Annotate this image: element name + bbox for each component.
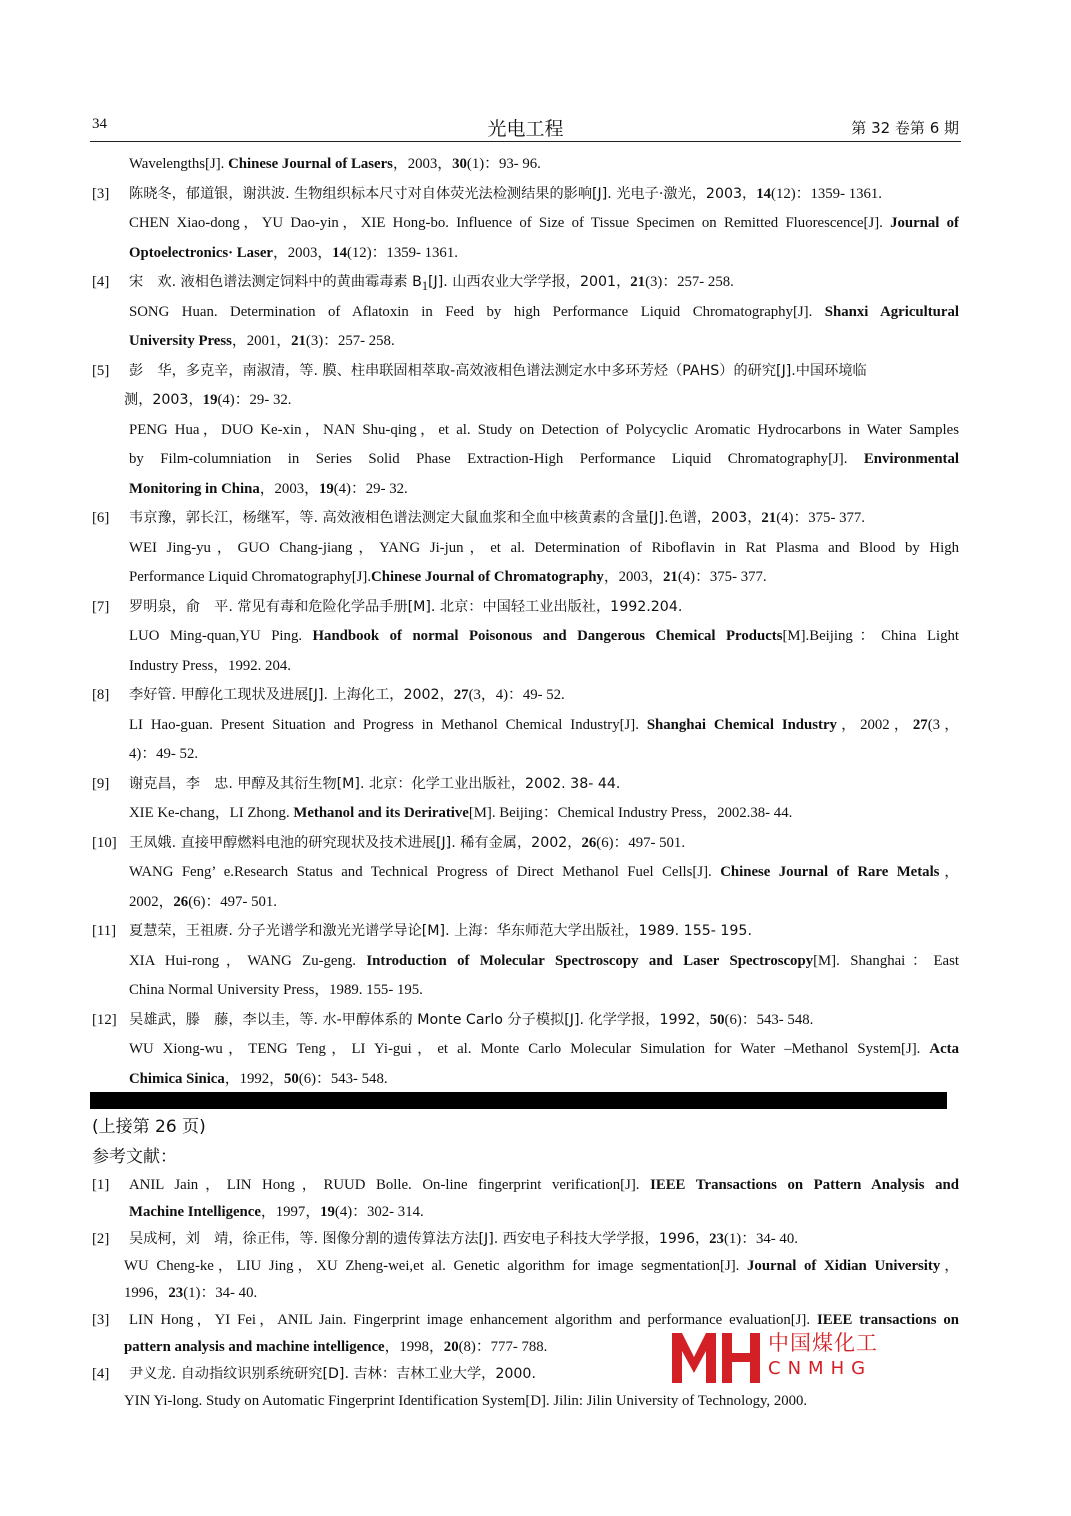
separator-bar	[90, 1092, 947, 1109]
mh-logo-icon	[668, 1325, 764, 1385]
logo-en-text: CNMHG	[768, 1358, 873, 1379]
bottom-reference-3: [3] LIN Hong，YI Fei，ANIL Jain. Fingerprint image enhancement algorithm and performance evaluation[J]. IEEE transactions on pattern analysis and machine intelligence，1998，20(8)：777- 788.	[92, 1312, 959, 1355]
reference-6: [6] 韦京豫，郭长江，杨继军，等. 高效液相色谱法测定大鼠血浆和全血中核黄素的含量[J].色谱，2003，21(4)：375- 377. WEI Jing-yu，GUO Chang-jiang，YANG Ji-jun，et al. Determination of Riboflavin in Rat Plasma and Blood by High Performance Liquid Chromatography[J].Chinese Journal of Chromatography，2003，21(4)：375- 377.	[92, 510, 959, 585]
page-header	[90, 115, 961, 142]
continued-note: (上接第 26 页)	[92, 1117, 206, 1137]
watermark-logo	[668, 1325, 878, 1385]
logo-cn-text: 中国煤化工	[768, 1331, 878, 1355]
reference-5: [5] 彭 华，多克辛，南淑清，等. 膜、柱串联固相萃取-高效液相色谱法测定水中多环芳烃（PAHS）的研究[J].中国环境临 测，2003，19(4)：29- 32. PENG Hua，DUO Ke-xin，NAN Shu-qing，et al. Study on Detection of Polycyclic Aromatic Hydrocarbons in Water Samples by Film-columniation in Series Solid Phase Extraction-High Performance Liquid Chromatography[J]. Environmental Monitoring in China，2003，19(4)：29- 32.	[92, 362, 959, 497]
page-number: 34	[92, 116, 107, 132]
reference-4: [4] 宋 欢. 液相色谱法测定饲料中的黄曲霉毒素 $B_1[J]$. 山西农业大学学报，2001，21(3)：257- 258. SONG Huan. Determination of Aflatoxin in Feed by high Performance Liquid Chromatography[J]. Shanxi Agricultural University Press，2001，21(3)：257- 258.	[92, 274, 959, 349]
reference-8: [8] 李好管. 甲醇化工现状及进展[J]. 上海化工，2002，27(3，4)：49- 52. LI Hao-guan. Present Situation and Progress in Methanol Chemical Industry[J]. Shanghai Chemical Industry，2002，27(3， 4)：49- 52.	[92, 687, 959, 762]
reference-2-tail: Wavelengths[J]. Chinese Journal of Lasers，2003，30(1)：93- 96.	[129, 156, 541, 172]
references-heading: 参考文献：	[92, 1147, 177, 1167]
reference-7: [7] 罗明泉，俞 平. 常见有毒和危险化学品手册[M]. 北京：中国轻工业出版社，1992.204. LUO Ming-quan,YU Ping. Handbook of normal Poisonous and Dangerous Chemical Products[M].Beijing：China Light Industry Press，1992. 204.	[92, 598, 959, 674]
reference-11: [11] 夏慧荣，王祖赓. 分子光谱学和激光光谱学导论[M]. 上海：华东师范大学出版社，1989. 155- 195. XIA Hui-rong，WANG Zu-geng. Introduction of Molecular Spectroscopy and Laser Spectroscopy[M]. Shanghai：East China Normal University Press，1989. 155- 195.	[92, 923, 959, 998]
bottom-reference-1: [1] ANIL Jain，LIN Hong，RUUD Bolle. On-line fingerprint verification[J]. IEEE Transactions on Pattern Analysis and Machine Intelligence，1997，19(4)：302- 314.	[92, 1177, 959, 1220]
bottom-reference-4: [4] 尹义龙. 自动指纹识别系统研究[D]. 吉林：吉林工业大学，2000. YIN Yi-long. Study on Automatic Fingerprint Identification System[D]. Jilin: Jilin University of Technology, 2000.	[92, 1366, 808, 1409]
reference-list-top	[92, 150, 959, 1094]
reference-10: [10] 王凤娥. 直接甲醇燃料电池的研究现状及技术进展[J]. 稀有金属，2002，26(6)：497- 501. WANG Feng’ e.Research Status and Technical Progress of Direct Methanol Fuel Cells[J]. Chinese Journal of Rare Metals， 2002，26(6)：497- 501.	[92, 834, 959, 910]
reference-3: [3] 陈晓冬，郁道银，谢洪波. 生物组织标本尺寸对自体荧光法检测结果的影响[J]. 光电子·激光，2003，14(12)：1359- 1361. CHEN Xiao-dong，YU Dao-yin，XIE Hong-bo. Influence of Size of Tissue Specimen on Remitted Fluorescence[J]. Journal of Optoelectronics· Laser，2003，14(12)：1359- 1361.	[92, 185, 959, 261]
bottom-reference-2: [2] 吴成柯，刘 靖，徐正伟，等. 图像分割的遗传算法方法[J]. 西安电子科技大学学报，1996，23(1)：34- 40. WU Cheng-ke，LIU Jing，XU Zheng-wei,et al. Genetic algorithm for image segmentation[J]. Journal of Xidian University， 1996，23(1)：34- 40.	[92, 1231, 959, 1301]
journal-title: 光电工程	[487, 118, 564, 140]
reference-12: [12] 吴雄武，滕 藤，李以圭，等. 水-甲醇体系的 Monte Carlo 分子模拟[J]. 化学学报，1992，50(6)：543- 548. WU Xiong-wu，TENG Teng，LI Yi-gui，et al. Monte Carlo Molecular Simulation for Water –Methanol System[J]. Acta Chimica Sinica，1992，50(6)：543- 548.	[92, 1011, 959, 1087]
volume-issue: 第 32 卷第 6 期	[851, 119, 959, 137]
reference-9: [9] 谢克昌，李 忠. 甲醇及其衍生物[M]. 北京：化学工业出版社，2002. 38- 44. XIE Ke-chang，LI Zhong. Methanol and its Derirative[M]. Beijing：Chemical Industry Press，2002.38- 44.	[92, 775, 793, 821]
